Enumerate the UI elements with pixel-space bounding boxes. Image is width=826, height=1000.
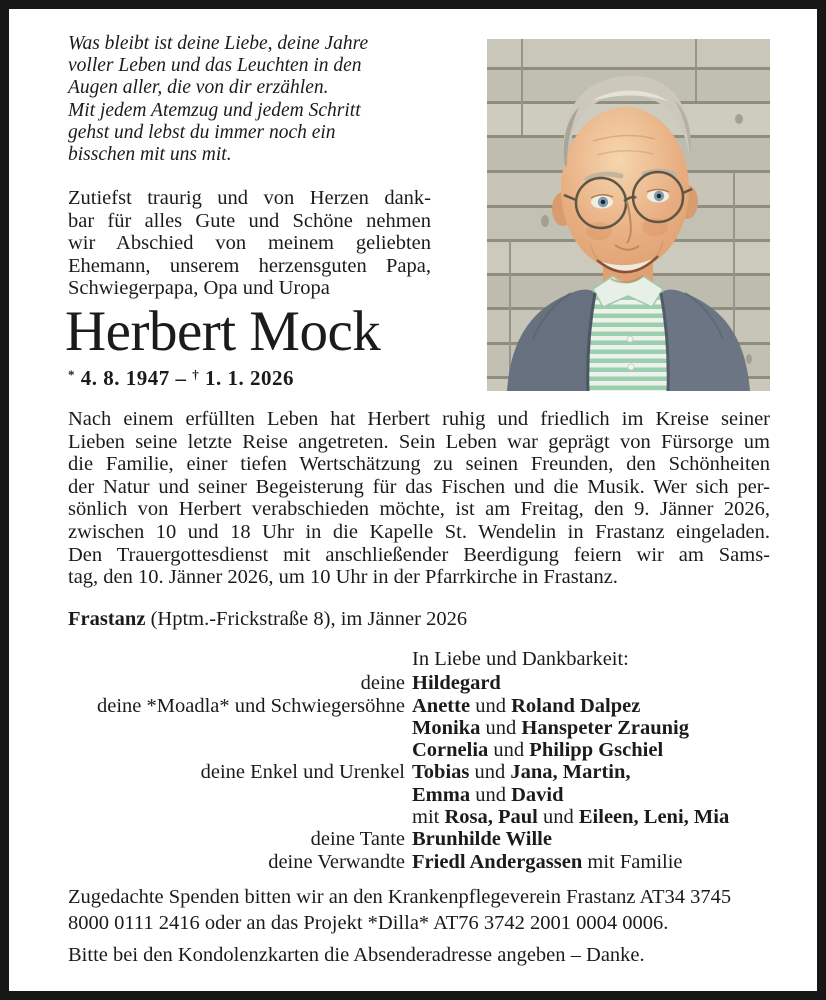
death-date: 1. 1. 2026 — [205, 366, 294, 390]
family-names: Emma und David — [412, 783, 564, 806]
text-line: sönlich von Herbert verabschieden möchte, ist am Freitag, den 9. Jänner 2026, — [68, 498, 770, 521]
text-line: Nach einem erfüllten Leben hat Herbert ruhig und friedlich im Kreise seiner — [68, 408, 770, 430]
closing-note: Bitte bei den Kondolenzkarten die Absenderadresse angeben – Danke. — [68, 944, 645, 966]
family-names: Tobias und Jana, Martin, — [412, 761, 631, 784]
text-line: tag, den 10. Jänner 2026, um 10 Uhr in der Pfarrkirche in Frastanz. — [68, 566, 618, 589]
family-relation-label — [68, 739, 412, 761]
family-names: Monika und Hanspeter Zraunig — [412, 716, 689, 739]
family-row — [68, 761, 776, 783]
text-line: Augen aller, die von dir erzählen. — [68, 77, 329, 99]
family-names: Friedl Andergassen mit Familie — [412, 850, 683, 873]
family-heading: In Liebe und Dankbarkeit: — [412, 648, 629, 670]
family-relation-label: deine Enkel und Urenkel — [200, 761, 405, 784]
text-line: gehst und lebst du immer noch ein — [68, 121, 336, 143]
birth-symbol: * — [68, 367, 75, 382]
text-line: Was bleibt ist deine Liebe, deine Jahre — [68, 33, 369, 54]
family-row — [68, 717, 776, 739]
text-line: der Natur und seiner Begeisterung für das Fischen und die Musik. Wer sich per- — [68, 475, 770, 498]
birth-death-dates — [68, 366, 294, 391]
memorial-poem — [68, 33, 448, 166]
deceased-name: Herbert Mock — [65, 300, 381, 363]
family-names: Hildegard — [412, 672, 501, 695]
text-line: 8000 0111 2416 oder an das Projekt *Dilla* AT76 3742 2001 0004 0006. — [68, 911, 669, 934]
family-relation-label — [68, 806, 412, 828]
family-row — [68, 739, 776, 761]
text-line: Ehemann, unserem herzensguten Papa, — [68, 254, 431, 277]
family-relation-label: deine Tante — [310, 828, 405, 851]
text-line: zwischen 10 und 18 Uhr in die Kapelle St. Wendelin in Frastanz eingeladen. — [68, 520, 770, 543]
text-line: Mit jedem Atemzug und jedem Schritt — [68, 99, 361, 121]
family-relation-label: deine — [360, 672, 405, 695]
family-names: Anette und Roland Dalpez — [412, 694, 641, 717]
family-row — [68, 784, 776, 806]
text-line: wir Abschied von meinem geliebten — [68, 232, 431, 255]
family-row — [68, 695, 776, 717]
text-line: Den Trauergottesdienst mit anschließender Beerdigung feiern wir am Sams- — [68, 543, 770, 566]
family-row — [68, 806, 776, 828]
place-date-line — [68, 608, 467, 631]
family-row — [68, 672, 776, 694]
family-row — [68, 851, 776, 873]
main-text — [68, 408, 770, 589]
text-line: die Familie, einer tiefen Wertschätzung zu seinen Freunden, den Schönheiten — [68, 453, 770, 476]
text-line: voller Leben und das Leuchten in den — [68, 55, 362, 77]
family-names: Brunhilde Wille — [412, 828, 552, 851]
family-relation-label — [68, 784, 412, 806]
death-symbol: † — [192, 367, 200, 382]
intro-paragraph — [68, 187, 431, 300]
family-relation-label: deine *Moadla* und Schwiegersöhne — [97, 694, 405, 717]
text-line: Lieben seine letzte Reise angetreten. Sein Leben war geprägt von Fürsorge um — [68, 430, 770, 453]
place-name: Frastanz — [68, 608, 146, 630]
family-relation-label: deine Verwandte — [268, 850, 405, 873]
family-relation-label — [68, 717, 412, 739]
text-line: bar für alles Gute und Schöne nehmen — [68, 209, 431, 232]
donation-note — [68, 885, 782, 936]
family-names: mit Rosa, Paul und Eileen, Leni, Mia — [412, 806, 730, 829]
text-line: Schwiegerpapa, Opa und Uropa — [68, 277, 330, 300]
date-separator: – — [169, 366, 193, 390]
text-line: Zutiefst traurig und von Herzen dank- — [68, 187, 431, 209]
text-line: Zugedachte Spenden bitten wir an den Krankenpflegeverein Frastanz AT34 3745 — [68, 886, 732, 908]
place-rest: (Hptm.-Frickstraße 8), im Jänner 2026 — [145, 608, 468, 630]
family-row — [68, 828, 776, 850]
family-names: Cornelia und Philipp Gschiel — [412, 739, 664, 762]
family-rows — [68, 672, 776, 873]
family-section — [68, 648, 776, 873]
birth-date: 4. 8. 1947 — [80, 366, 170, 390]
portrait-photo-image — [487, 39, 770, 391]
text-line: bisschen mit uns mit. — [68, 144, 232, 166]
portrait-photo — [487, 39, 770, 391]
